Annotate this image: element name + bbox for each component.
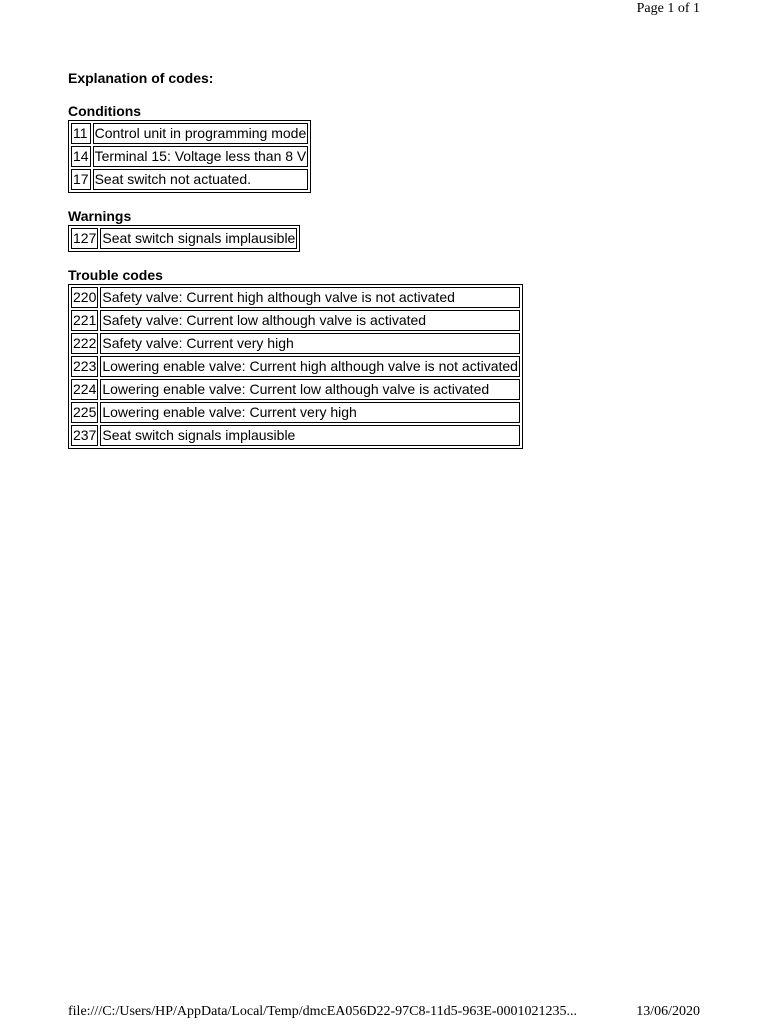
code-cell: 14: [71, 146, 91, 167]
table-row: [71, 402, 520, 423]
trouble-codes-table: [68, 284, 523, 449]
code-cell: 11: [71, 123, 91, 144]
code-cell: 221: [71, 310, 98, 331]
description-cell: Lowering enable valve: Current very high: [100, 402, 520, 423]
conditions-table: [68, 120, 311, 193]
warnings-table: [68, 225, 300, 252]
description-cell: Seat switch not actuated.: [93, 169, 309, 190]
table-row: [71, 146, 308, 167]
description-cell: Control unit in programming mode: [93, 123, 309, 144]
table-row: [71, 356, 520, 377]
table-row: [71, 310, 520, 331]
conditions-heading: Conditions: [68, 103, 142, 119]
code-cell: 225: [71, 402, 98, 423]
code-cell: 223: [71, 356, 98, 377]
description-cell: Seat switch signals implausible: [100, 425, 520, 446]
table-row: [71, 333, 520, 354]
code-cell: 127: [71, 228, 98, 249]
code-cell: 224: [71, 379, 98, 400]
description-cell: Safety valve: Current low although valve is activated: [100, 310, 520, 331]
warnings-heading: Warnings: [68, 208, 132, 224]
description-cell: Safety valve: Current very high: [100, 333, 520, 354]
table-row: [71, 425, 520, 446]
description-cell: Safety valve: Current high although valve is not activated: [100, 287, 520, 308]
trouble-codes-section: [68, 267, 523, 449]
page-number-label: Page 1 of 1: [636, 1, 700, 16]
table-row: [71, 287, 520, 308]
code-cell: 222: [71, 333, 98, 354]
code-cell: 220: [71, 287, 98, 308]
table-row: [71, 123, 308, 144]
document-title: Explanation of codes:: [68, 70, 214, 86]
warnings-section: [68, 208, 523, 252]
file-path-label: file:///C:/Users/HP/AppData/Local/Temp/dmcEA056D22-97C8-11d5-963E-0001021235...: [68, 1004, 578, 1019]
description-cell: Lowering enable valve: Current high although valve is not activated: [100, 356, 520, 377]
table-row: [71, 379, 520, 400]
code-cell: 17: [71, 169, 91, 190]
print-date-label: 13/06/2020: [636, 1004, 700, 1019]
description-cell: Terminal 15: Voltage less than 8 V: [93, 146, 309, 167]
trouble-codes-heading: Trouble codes: [68, 267, 163, 283]
table-row: [71, 228, 297, 249]
conditions-section: [68, 103, 523, 193]
description-cell: Seat switch signals implausible: [100, 228, 297, 249]
code-cell: 237: [71, 425, 98, 446]
table-row: [71, 169, 308, 190]
description-cell: Lowering enable valve: Current low although valve is activated: [100, 379, 520, 400]
document-body: [68, 70, 523, 464]
